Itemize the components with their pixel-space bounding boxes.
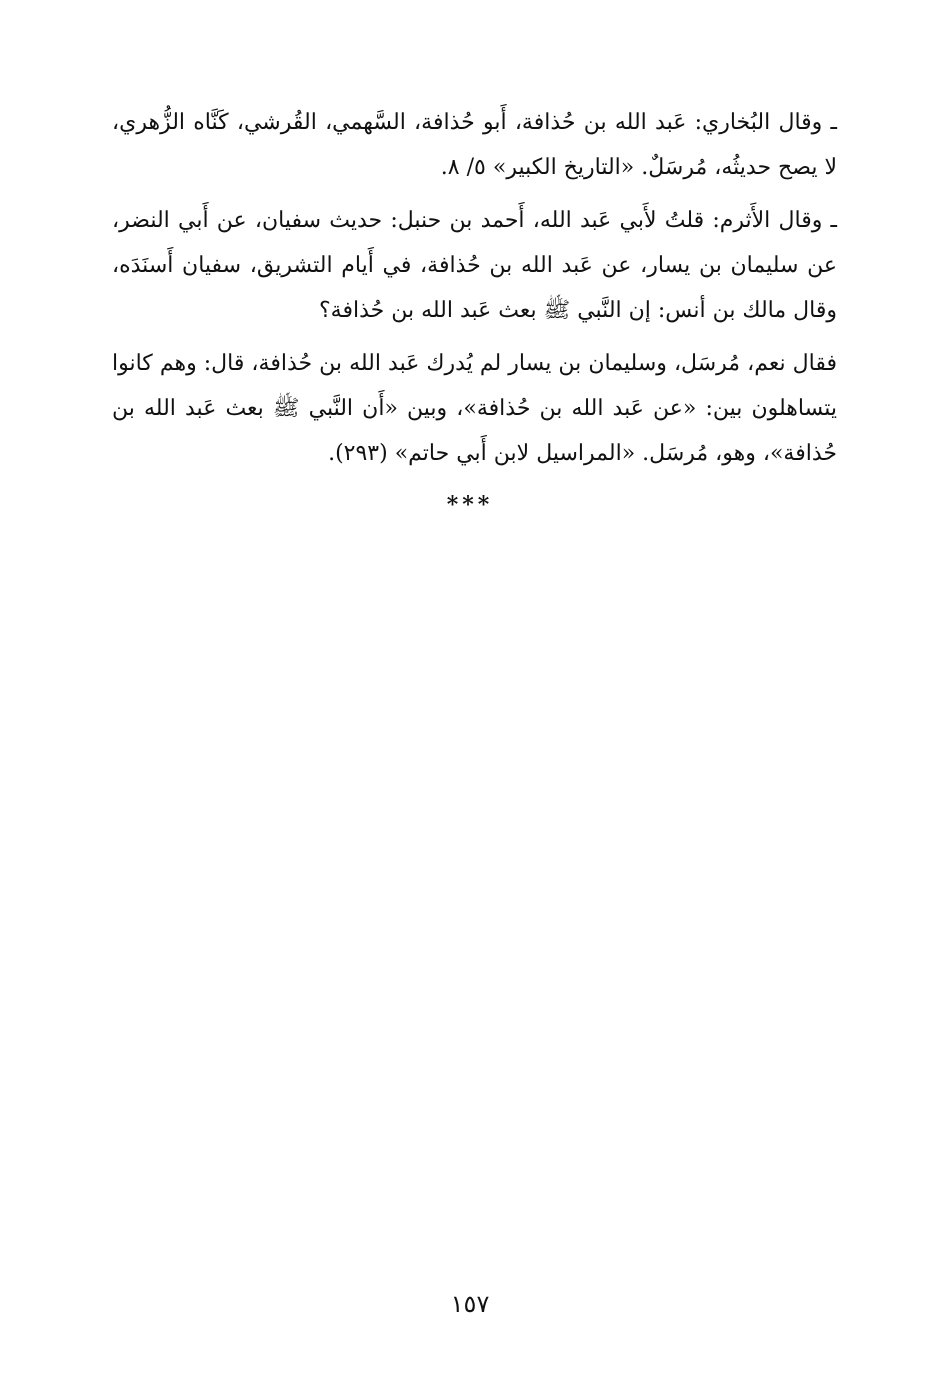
section-separator: ***	[446, 492, 494, 518]
main-text	[112, 100, 837, 484]
paragraph-athram: ـ وقال الأَثرم: قلتُ لأَبي عَبد الله، أَحمد بن حنبل: حديث سفيان، عن أَبي النضر، عن سليمان بن يسار، عن عَبد الله بن حُذافة، في أَيام التشريق، سفيان أَسنَدَه، وقال مالك بن أنس: إن النَّبي ﷺ بعث عَبد الله بن حُذافة؟	[112, 208, 837, 323]
paragraph-bukhari: ـ وقال البُخاري: عَبد الله بن حُذافة، أَبو حُذافة، السَّهمي، القُرشي، كَنَّاه الزُّهري، لا يصح حديثُه، مُرسَلٌ. «التاريخ الكبير» ٥/ ٨.	[112, 110, 837, 180]
page-number: ١٥٧	[450, 1290, 490, 1318]
paragraph-reply: فقال نعم، مُرسَل، وسليمان بن يسار لم يُدرك عَبد الله بن حُذافة، قال: وهم كانوا يتساهلون بين: «عن عَبد الله بن حُذافة»، وبين «أَن النَّبي ﷺ بعث عَبد الله بن حُذافة»، وهو، مُرسَل. «المراسيل لابن أَبي حاتم» (٢٩٣).	[112, 351, 837, 466]
